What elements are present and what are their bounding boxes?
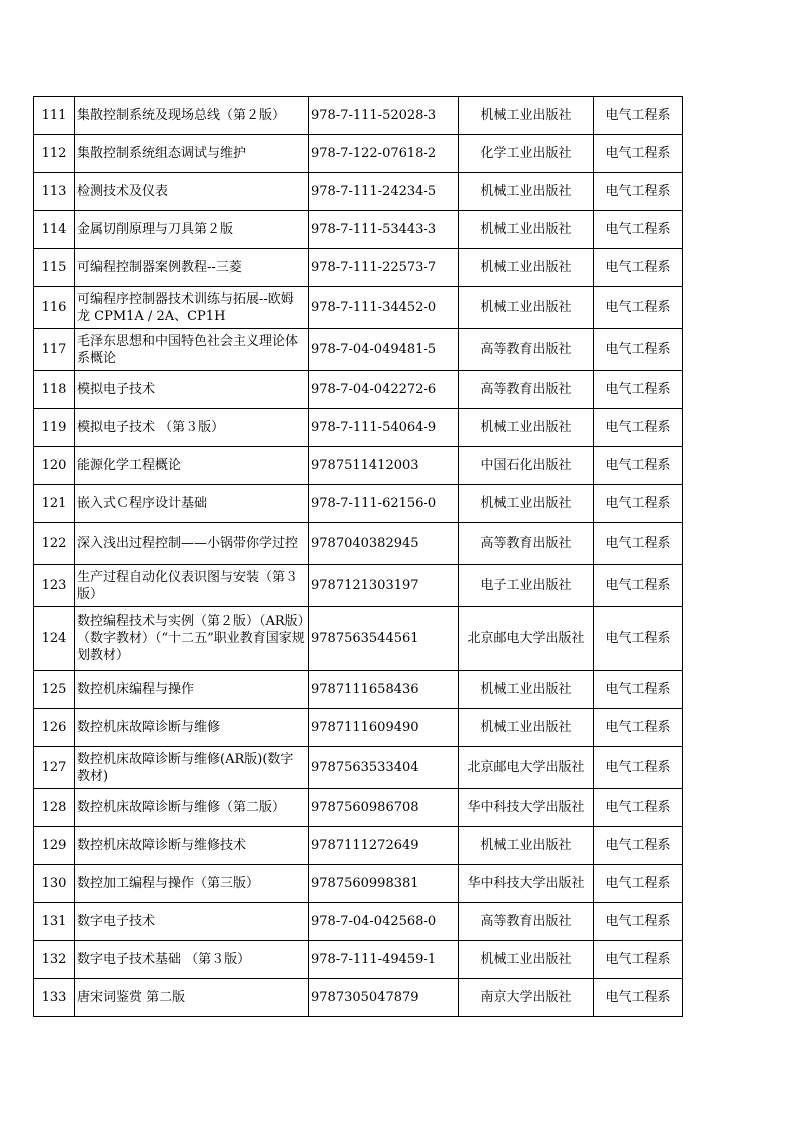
book-department: 电气工程系 [594,565,683,607]
row-number: 128 [34,789,75,827]
table-row [34,709,683,747]
book-title: 数控机床故障诊断与维修(AR版)(数字教材) [75,747,309,789]
row-number: 116 [34,287,75,329]
book-department: 电气工程系 [594,865,683,903]
row-number: 122 [34,523,75,565]
table-row [34,789,683,827]
table-row [34,671,683,709]
table-row [34,485,683,523]
book-publisher: 机械工业出版社 [459,173,594,211]
book-title: 生产过程自动化仪表识图与安装（第３版） [75,565,309,607]
row-number: 121 [34,485,75,523]
book-title: 数控机床故障诊断与维修（第二版） [75,789,309,827]
book-department: 电气工程系 [594,409,683,447]
book-title: 可编程序控制器技术训练与拓展--欧姆龙 CPM1A / 2A、CP1H [75,287,309,329]
book-department: 电气工程系 [594,485,683,523]
table-row [34,371,683,409]
book-publisher: 南京大学出版社 [459,979,594,1017]
book-publisher: 北京邮电大学出版社 [459,607,594,671]
book-isbn: 978-7-111-22573-7 [309,249,459,287]
table-row [34,941,683,979]
table-row [34,903,683,941]
table-row [34,565,683,607]
book-isbn: 978-7-111-53443-3 [309,211,459,249]
book-isbn: 9787563533404 [309,747,459,789]
table-row [34,447,683,485]
book-department: 电气工程系 [594,941,683,979]
book-isbn: 978-7-111-54064-9 [309,409,459,447]
book-department: 电气工程系 [594,747,683,789]
book-table [33,96,683,1017]
row-number: 118 [34,371,75,409]
book-title: 深入浅出过程控制——小锅带你学过控 [75,523,309,565]
row-number: 115 [34,249,75,287]
row-number: 129 [34,827,75,865]
book-isbn: 978-7-122-07618-2 [309,135,459,173]
book-publisher: 中国石化出版社 [459,447,594,485]
row-number: 125 [34,671,75,709]
book-isbn: 9787560986708 [309,789,459,827]
book-publisher: 化学工业出版社 [459,135,594,173]
book-isbn: 978-7-111-34452-0 [309,287,459,329]
book-publisher: 机械工业出版社 [459,287,594,329]
book-department: 电气工程系 [594,827,683,865]
book-publisher: 北京邮电大学出版社 [459,747,594,789]
book-title: 数控加工编程与操作（第三版） [75,865,309,903]
book-isbn: 9787121303197 [309,565,459,607]
book-publisher: 高等教育出版社 [459,903,594,941]
row-number: 117 [34,329,75,371]
table-row [34,827,683,865]
book-department: 电气工程系 [594,173,683,211]
table-row [34,329,683,371]
table-row [34,173,683,211]
book-department: 电气工程系 [594,789,683,827]
book-department: 电气工程系 [594,607,683,671]
book-department: 电气工程系 [594,249,683,287]
row-number: 119 [34,409,75,447]
table-row [34,523,683,565]
row-number: 123 [34,565,75,607]
book-title: 嵌入式Ｃ程序设计基础 [75,485,309,523]
book-publisher: 高等教育出版社 [459,371,594,409]
table-row [34,249,683,287]
book-department: 电气工程系 [594,671,683,709]
book-isbn: 9787040382945 [309,523,459,565]
row-number: 114 [34,211,75,249]
book-isbn: 9787511412003 [309,447,459,485]
book-isbn: 9787111609490 [309,709,459,747]
row-number: 124 [34,607,75,671]
row-number: 120 [34,447,75,485]
book-department: 电气工程系 [594,371,683,409]
book-publisher: 机械工业出版社 [459,709,594,747]
book-isbn: 978-7-111-52028-3 [309,97,459,135]
book-isbn: 978-7-04-042568-0 [309,903,459,941]
book-isbn: 9787305047879 [309,979,459,1017]
table-row [34,287,683,329]
book-department: 电气工程系 [594,287,683,329]
row-number: 111 [34,97,75,135]
book-publisher: 机械工业出版社 [459,211,594,249]
book-publisher: 机械工业出版社 [459,827,594,865]
book-publisher: 机械工业出版社 [459,409,594,447]
book-department: 电气工程系 [594,211,683,249]
book-department: 电气工程系 [594,135,683,173]
book-publisher: 机械工业出版社 [459,97,594,135]
row-number: 112 [34,135,75,173]
book-isbn: 978-7-04-049481-5 [309,329,459,371]
book-publisher: 机械工业出版社 [459,671,594,709]
book-isbn: 9787111658436 [309,671,459,709]
book-isbn: 978-7-111-62156-0 [309,485,459,523]
book-isbn: 9787563544561 [309,607,459,671]
row-number: 127 [34,747,75,789]
book-isbn: 978-7-111-49459-1 [309,941,459,979]
row-number: 126 [34,709,75,747]
book-department: 电气工程系 [594,979,683,1017]
book-title: 数控机床故障诊断与维修技术 [75,827,309,865]
book-publisher: 机械工业出版社 [459,941,594,979]
book-department: 电气工程系 [594,97,683,135]
book-title: 金属切削原理与刀具第２版 [75,211,309,249]
book-isbn: 9787560998381 [309,865,459,903]
book-title: 数字电子技术基础 （第３版） [75,941,309,979]
book-publisher: 华中科技大学出版社 [459,789,594,827]
table-row [34,409,683,447]
table-row [34,865,683,903]
book-publisher: 高等教育出版社 [459,523,594,565]
book-title: 集散控制系统及现场总线（第２版） [75,97,309,135]
book-publisher: 高等教育出版社 [459,329,594,371]
table-row [34,211,683,249]
row-number: 130 [34,865,75,903]
table-row [34,97,683,135]
book-department: 电气工程系 [594,329,683,371]
book-isbn: 978-7-111-24234-5 [309,173,459,211]
book-department: 电气工程系 [594,903,683,941]
table-row [34,135,683,173]
row-number: 132 [34,941,75,979]
row-number: 131 [34,903,75,941]
table-row [34,607,683,671]
book-publisher: 机械工业出版社 [459,485,594,523]
book-publisher: 机械工业出版社 [459,249,594,287]
table-row [34,979,683,1017]
book-title: 数控机床编程与操作 [75,671,309,709]
book-title: 毛泽东思想和中国特色社会主义理论体系概论 [75,329,309,371]
book-isbn: 9787111272649 [309,827,459,865]
book-title: 模拟电子技术 （第３版） [75,409,309,447]
row-number: 113 [34,173,75,211]
book-title: 集散控制系统组态调试与维护 [75,135,309,173]
book-isbn: 978-7-04-042272-6 [309,371,459,409]
book-title: 数控机床故障诊断与维修 [75,709,309,747]
table-row [34,747,683,789]
book-title: 唐宋词鉴赏 第二版 [75,979,309,1017]
book-title: 检测技术及仪表 [75,173,309,211]
book-publisher: 电子工业出版社 [459,565,594,607]
book-title: 数控编程技术与实例（第２版）（AR版）（数字教材）（“十二五”职业教育国家规划教材） [75,607,309,671]
book-title: 数字电子技术 [75,903,309,941]
book-department: 电气工程系 [594,523,683,565]
book-title: 能源化学工程概论 [75,447,309,485]
book-title: 模拟电子技术 [75,371,309,409]
book-publisher: 华中科技大学出版社 [459,865,594,903]
row-number: 133 [34,979,75,1017]
book-title: 可编程控制器案例教程--三菱 [75,249,309,287]
book-department: 电气工程系 [594,709,683,747]
book-department: 电气工程系 [594,447,683,485]
